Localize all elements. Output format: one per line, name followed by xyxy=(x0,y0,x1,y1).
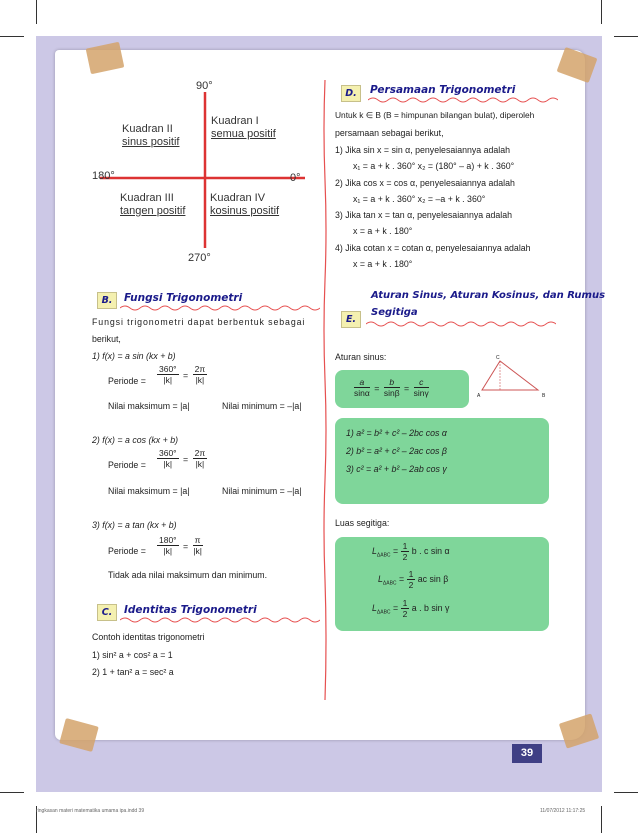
crop-mark xyxy=(0,36,24,37)
fraction: $\frac{2\pi}{|k|}$ xyxy=(194,448,206,469)
deg-0-label: 0° xyxy=(290,172,301,184)
section-b-intro-2: berikut, xyxy=(92,334,121,344)
quadrant-1-label xyxy=(211,115,276,141)
deg-270-label: 270° xyxy=(188,252,211,264)
section-d-line-5: 2) Jika cos x = cos α, penyelesaiannya adalah xyxy=(335,178,515,188)
section-e-badge: E. xyxy=(341,311,361,328)
periode-label-2: Periode = xyxy=(108,460,146,470)
section-d-line-10: x = a + k . 180° xyxy=(353,259,413,269)
quadrant-2-rule: sinus positif xyxy=(122,136,180,148)
section-d-title: Persamaan Trigonometri xyxy=(370,84,516,96)
fraction: $\frac{180^\circ}{|k|}$ xyxy=(159,535,177,556)
section-d-wavy-line xyxy=(368,96,558,104)
triangle-vertex-a: A xyxy=(477,393,481,399)
area-subscript: ΔABC xyxy=(376,609,391,616)
quadrant-axes xyxy=(100,90,310,250)
area-symbol: L xyxy=(378,573,383,584)
section-e-title-1: Aturan Sinus, Aturan Kosinus, dan Rumus xyxy=(371,290,606,301)
section-d-line-4: x₁ = a + k . 360° x₂ = (180° – a) + k . 360° xyxy=(353,161,515,171)
fraction: $\frac{b}{\sin\beta}$ xyxy=(383,377,400,398)
section-b-wavy-line xyxy=(120,304,320,312)
fraction: $\frac{c}{\sin\gamma}$ xyxy=(413,377,429,398)
fraction: $\frac{\pi}{|k|}$ xyxy=(193,535,202,556)
nilai-min-1: Nilai minimum = –|a| xyxy=(222,401,302,411)
nilai-max-1: Nilai maksimum = |a| xyxy=(108,401,190,411)
sine-rule-formula xyxy=(354,377,429,398)
triangle-vertex-c: C xyxy=(496,355,500,361)
section-d-line-8: x = a + k . 180° xyxy=(353,226,413,236)
nilai-min-2: Nilai minimum = –|a| xyxy=(222,486,302,496)
periode-label-3: Periode = xyxy=(108,546,146,556)
luas-segitiga-label: Luas segitiga: xyxy=(335,518,390,528)
identity-1: 1) sin² a + cos² a = 1 xyxy=(92,650,173,660)
nilai-max-2: Nilai maksimum = |a| xyxy=(108,486,190,496)
section-c-badge: C. xyxy=(97,604,117,621)
aturan-sinus-label: Aturan sinus: xyxy=(335,352,387,362)
area-symbol: L xyxy=(372,545,377,556)
quadrant-3-rule: tangen positif xyxy=(120,205,186,217)
equals-sign: = xyxy=(183,454,189,465)
periode-formula-2 xyxy=(157,448,207,469)
function-sin: 1) f(x) = a sin (kx + b) xyxy=(92,351,176,361)
quadrant-4-rule: kosinus positif xyxy=(210,205,280,217)
periode-label-1: Periode = xyxy=(108,376,146,386)
area-symbol: L xyxy=(372,602,377,613)
section-b-intro-1: Fungsi trigonometri dapat berbentuk sebagai xyxy=(92,317,306,327)
fraction: $\frac{1}{2}$ xyxy=(402,541,408,562)
area-rhs-2: ac sin β xyxy=(417,573,449,584)
fraction: $\frac{1}{2}$ xyxy=(408,569,414,590)
cosine-rule-2: 2) b² = a² + c² – 2ac cos β xyxy=(346,446,447,456)
section-d-badge: D. xyxy=(341,85,361,102)
fraction: $\frac{360^\circ}{|k|}$ xyxy=(159,364,177,385)
fraction: $\frac{a}{\sin\alpha}$ xyxy=(354,377,370,398)
equals-sign: = xyxy=(404,383,410,394)
fraction: $\frac{360^\circ}{|k|}$ xyxy=(159,448,177,469)
quadrant-4-title: Kuadran IV xyxy=(210,192,266,204)
quadrant-4-label xyxy=(210,192,279,218)
function-tan: 3) f(x) = a tan (kx + b) xyxy=(92,520,177,530)
area-formula-3 xyxy=(372,598,449,619)
crop-mark xyxy=(601,0,602,24)
quadrant-3-label xyxy=(120,192,185,218)
section-d-line-3: 1) Jika sin x = sin α, penyelesaiannya adalah xyxy=(335,145,511,155)
area-rhs-3: a . b sin γ xyxy=(411,602,450,613)
equals-sign: = xyxy=(374,383,380,394)
cosine-rule-3: 3) c² = a² + b² – 2ab cos γ xyxy=(346,464,447,474)
fraction: $\frac{2\pi}{|k|}$ xyxy=(194,364,206,385)
cosine-rule-1: 1) a² = b² + c² – 2bc cos α xyxy=(346,428,447,438)
quadrant-2-title: Kuadran II xyxy=(122,123,173,135)
area-formula-1 xyxy=(372,541,450,562)
tidak-ada-text: Tidak ada nilai maksimum dan minimum. xyxy=(108,570,268,580)
crop-mark xyxy=(36,0,37,24)
equals-sign: = xyxy=(398,573,405,584)
equals-sign: = xyxy=(392,602,399,613)
function-cos: 2) f(x) = a cos (kx + b) xyxy=(92,435,179,445)
quadrant-1-title: Kuadran I xyxy=(211,115,259,127)
section-d-line-9: 4) Jika cotan x = cotan α, penyelesaiannya adalah xyxy=(335,243,531,253)
section-d-line-1: Untuk k ∈ B (B = himpunan bilangan bulat), diperoleh xyxy=(335,110,535,120)
column-divider xyxy=(322,80,328,700)
fraction: $\frac{1}{2}$ xyxy=(402,598,408,619)
equals-sign: = xyxy=(183,370,189,381)
identity-2: 2) 1 + tan² a = sec² a xyxy=(92,667,174,677)
section-e-wavy-line xyxy=(366,320,556,328)
equals-sign: = xyxy=(183,541,189,552)
triangle-diagram xyxy=(478,355,558,400)
area-subscript: ΔABC xyxy=(382,580,397,587)
deg-90-label: 90° xyxy=(196,80,213,92)
footer-file-name: ringkasan materi matematika umama ipa.indd 39 xyxy=(36,808,145,814)
section-b-title: Fungsi Trigonometri xyxy=(124,292,243,304)
crop-mark xyxy=(0,792,24,793)
triangle-vertex-b: B xyxy=(542,393,546,399)
section-e-title-2: Segitiga xyxy=(371,307,418,318)
section-d-line-2: persamaan sebagai berikut, xyxy=(335,128,444,138)
section-c-title: Identitas Trigonometri xyxy=(124,604,257,616)
area-formula-2 xyxy=(378,569,448,590)
periode-formula-1 xyxy=(157,364,207,385)
quadrant-2-label xyxy=(122,123,179,149)
crop-mark xyxy=(601,806,602,833)
quadrant-1-rule: semua positif xyxy=(211,128,276,140)
area-subscript: ΔABC xyxy=(376,552,391,559)
crop-mark xyxy=(614,36,638,37)
deg-180-label: 180° xyxy=(92,170,115,182)
equals-sign: = xyxy=(392,545,399,556)
area-rhs-1: b . c sin α xyxy=(411,545,450,556)
section-d-line-6: x₁ = a + k . 360° x₂ = –a + k . 360° xyxy=(353,194,486,204)
section-c-intro: Contoh identitas trigonometri xyxy=(92,632,205,642)
crop-mark xyxy=(614,792,638,793)
quadrant-3-title: Kuadran III xyxy=(120,192,174,204)
periode-formula-3 xyxy=(157,535,203,556)
section-b-badge: B. xyxy=(97,292,117,309)
section-d-line-7: 3) Jika tan x = tan α, penyelesaiannya adalah xyxy=(335,210,512,220)
section-c-wavy-line xyxy=(120,616,320,624)
footer-timestamp: 11/07/2012 11:17:25 xyxy=(540,808,586,814)
page-number: 39 xyxy=(512,744,542,763)
